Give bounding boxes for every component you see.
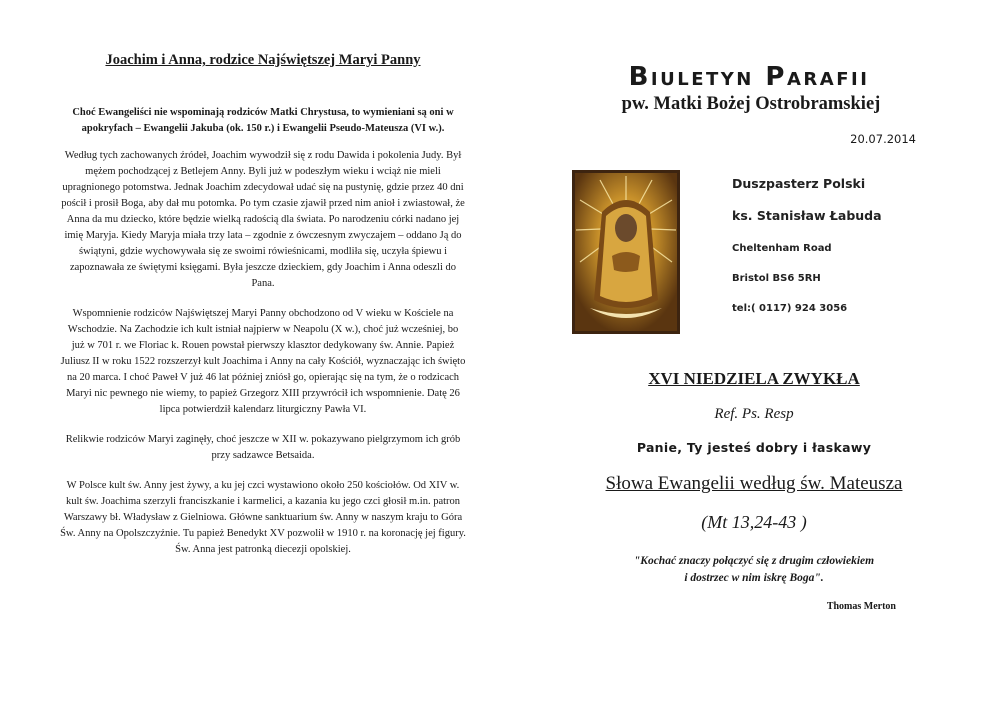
right-column (586, 0, 922, 702)
gospel-reading: (Mt 13,24-43 ) (701, 512, 807, 532)
info-tel: tel:( 0117) 924 3056 (732, 303, 848, 314)
quote (586, 553, 922, 587)
quote-author: Thomas Merton (826, 601, 896, 612)
gospel-heading: Słowa Ewangelii według św. Mateusza (605, 473, 903, 494)
info-role: Duszpasterz Polski (732, 176, 866, 191)
parish-name: pw. Matki Bożej Ostrobramskiej (621, 94, 881, 114)
info-city: Bristol BS6 5RH (732, 273, 821, 284)
psalm-refrain: Panie, Ty jesteś dobry i łaskawy (636, 440, 872, 455)
info-priest: ks. Stanisław Łabuda (732, 208, 882, 223)
article-paragraph: Według tych zachowanych źródeł, Joachim wywodził się z rodu Dawida i pokolenia Judy. Był mężem pochodzącej z Betlejem Anny. Byli już w podeszłym wieku i wciąż nie mieli upragnionego potomstwa. Jednak Joachim zdecydował udać się na pustynię, gdzie przez 40 dni pościł i prosił Boga, aby dał mu potomka. Po tym czasie zjawił przed nim anioł i zwiastował, że Anna da mu dziecko, które będzie wielką radością dla świata. Po narodzeniu córki nadano jej imię Maryja. Kiedy Maryja miała trzy lata – zgodnie z ówczesnym zwyczajem – oddano Ją do świątyni, gdzie wychowywała się ze swoimi rówieśnicami, modliła się, uczyła śpiewu i zapoznawała ze świętymi księgami. Była jeszcze dzieckiem, gdy Joachim i Anna odeszli do Pana. (61, 150, 465, 289)
article-title: Joachim i Anna, rodzice Najświętszej Maryi Panny (105, 52, 421, 68)
article-paragraph: W Polsce kult św. Anny jest żywy, a ku jej czci wystawiono około 250 kościołów. Od XIV w. kult św. Joachima szerzyli franciszkanie i karmelici, a kazania ku jego czci głosił m.in. patron Warszawy bł. Władysław z Gielniowa. Główne sanktuarium św. Anny w naszym kraju to Góra Św. Anny na Opolszczyźnie. Tu papież Benedykt XV pozwolił w 1910 r. na koronację jej figury. Św. Anna jest patronką diecezji opolskiej. (60, 480, 466, 555)
article-intro: Choć Ewangeliści nie wspominają rodziców Matki Chrystusa, to wymieniani są oni w apokryfach – Ewangelii Jakuba (ok. 150 r.) i Ewangelii Pseudo-Mateusza (VI w.). (72, 107, 454, 134)
psalm-ref: Ref. Ps. Resp (714, 406, 794, 422)
quote-line: i dostrzec w nim iskrę Boga". (684, 572, 824, 584)
sunday-title: XVI NIEDZIELA ZWYKŁA (648, 369, 860, 388)
info-street: Cheltenham Road (732, 243, 832, 254)
article-paragraph: Relikwie rodziców Maryi zaginęły, choć jeszcze w XII w. pokazywano pielgrzymom ich grób przy sadzawce Betsaida. (65, 434, 461, 461)
quote-line: "Kochać znaczy połączyć się z drugim człowiekiem (633, 555, 875, 567)
madonna-icon (572, 170, 680, 334)
bulletin-date: 20.07.2014 (850, 132, 916, 146)
left-column (60, 52, 466, 572)
bulletin-title: Biuletyn Parafii (628, 62, 870, 92)
article-paragraph: Wspomnienie rodziców Najświętszej Maryi Panny obchodzono od V wieku w Kościele na Wschodzie. Na Zachodzie ich kult istniał najpierw w Neapolu (X w.), choć już wcześniej, bo już w 701 r. we Floriac k. Rouen powstał pierwszy klasztor dedykowany św. Annie. Papież Juliusz II w roku 1522 rozszerzył kult Joachima i Anny na cały Kościół, wyznaczając ich święto na 20 marca. I choć Paweł V już 46 lat później zniósł go, opierając się na tym, że o rodzicach Maryi nic pewnego nie wiemy, to papież Grzegorz XIII przywrócił ich wspomnienie. Datę 26 lipca potwierdził kalendarz liturgiczny Pawła VI. (60, 308, 466, 415)
